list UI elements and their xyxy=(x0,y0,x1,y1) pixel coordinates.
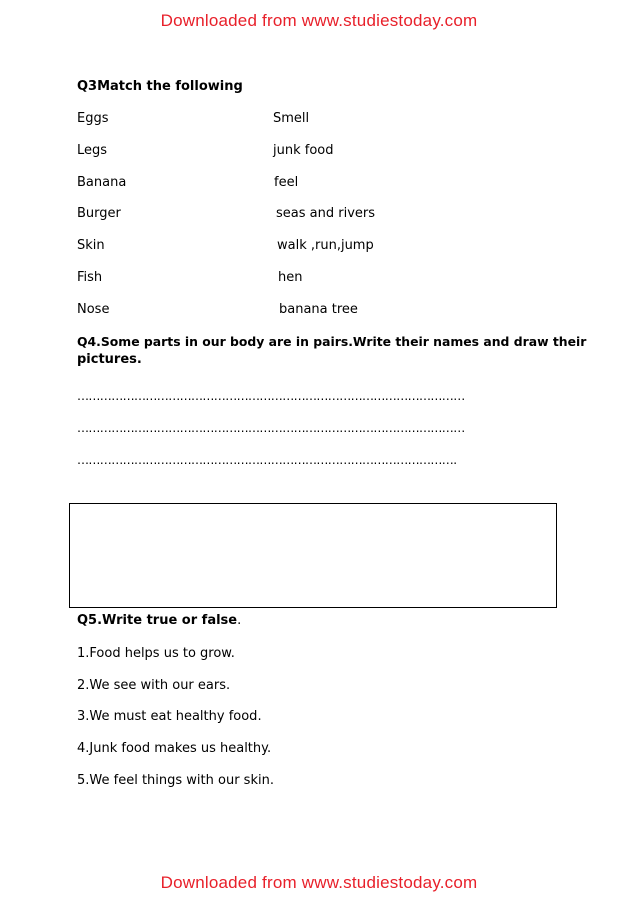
answer-line: ………………………………………………………………………………………. xyxy=(77,453,457,467)
footer-banner: Downloaded from www.studiestoday.com xyxy=(160,873,478,892)
q5-title xyxy=(77,613,241,629)
q3-right-item: Smell xyxy=(273,111,310,126)
q4-title: Q4.Some parts in our body are in pairs.Write their names and draw their xyxy=(77,334,587,349)
q3-title: Q3Match the following xyxy=(77,79,243,94)
q5-title-text: Q5.Write true or false xyxy=(77,613,238,628)
header-banner: Downloaded from www.studiestoday.com xyxy=(160,11,478,30)
q5-item: 3.We must eat healthy food. xyxy=(77,709,262,724)
answer-line: ………………………………………………………………………………………… xyxy=(77,389,465,403)
q5-item: 5.We feel things with our skin. xyxy=(77,773,274,788)
q3-right-item: hen xyxy=(278,270,303,285)
q5-item: 2.We see with our ears. xyxy=(77,678,231,693)
q3-right-item: walk ,run,jump xyxy=(277,238,374,253)
q3-left-item: Burger xyxy=(77,206,121,221)
drawing-box xyxy=(69,503,557,608)
q4-title-continued: pictures. xyxy=(77,352,142,367)
q5-item: 1.Food helps us to grow. xyxy=(77,646,235,661)
q3-right-item: seas and rivers xyxy=(276,206,375,221)
q3-right-item: junk food xyxy=(273,143,334,158)
q3-left-item: Nose xyxy=(77,302,110,317)
q3-left-item: Legs xyxy=(77,143,108,158)
q3-left-item: Fish xyxy=(77,270,103,285)
q5-title-period: . xyxy=(237,613,242,628)
q5-item: 4.Junk food makes us healthy. xyxy=(77,741,272,756)
q3-left-item: Eggs xyxy=(77,111,109,126)
q3-right-item: feel xyxy=(274,175,299,190)
q3-left-item: Banana xyxy=(77,175,127,190)
q3-right-item: banana tree xyxy=(279,302,358,317)
q3-left-item: Skin xyxy=(77,238,105,253)
answer-line: ………………………………………………………………………………………… xyxy=(77,421,465,435)
